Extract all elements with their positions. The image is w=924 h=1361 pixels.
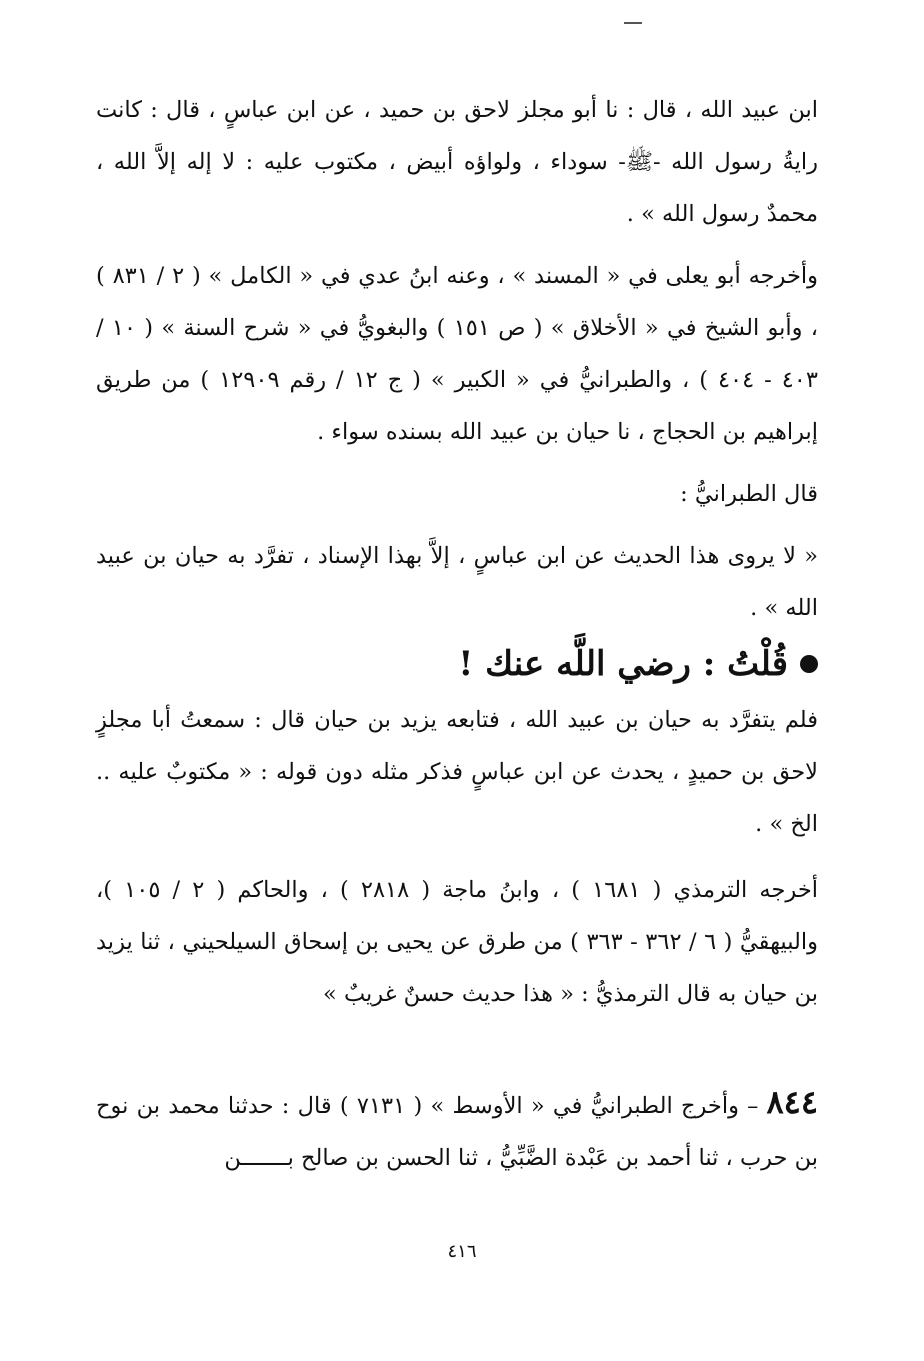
paragraph-takhrij-tirmidhi: أخرجه الترمذي ( ١٦٨١ ) ، وابنُ ماجة ( ٢٨١٨ ) ، والحاكم ( ٢ / ١٠٥ )، والبيهقيُّ ( ٦ / ٣٦٢ - ٣٦٣ ) من طرق عن يحيى بن إسحاق السيلحيني ، ثنا يزيد بن حيان به قال الترمذيُّ : « هذا حديث حسنٌ غريبٌ »: [96, 877, 818, 1007]
bullet-icon: [800, 655, 818, 673]
hadith-number: ٨٤٤: [766, 1083, 818, 1121]
paragraph-tabarani-quote: « لا يروى هذا الحديث عن ابن عباسٍ ، إلاَّ بهذا الإسناد ، تفرَّد به حيان بن عبيد الله » .: [96, 543, 818, 621]
hadith-entry: [96, 1076, 818, 1184]
heading-text: قُلْتُ : رضي اللَّه عنك !: [458, 644, 788, 684]
page-number: ٤١٦: [447, 1241, 477, 1262]
page-body: [96, 84, 818, 1314]
section-heading: [96, 634, 818, 694]
paragraph-mutabaa: فلم يتفرَّد به حيان بن عبيد الله ، فتابعه يزيد بن حيان قال : سمعتُ أبا مجلزٍ لاحق بن حميدٍ ، يحدث عن ابن عباسٍ فذكر مثله دون قوله : « مكتوبٌ عليه .. الخ » .: [96, 707, 818, 837]
paragraph-takhrij: وأخرجه أبو يعلى في « المسند » ، وعنه ابنُ عدي في « الكامل » ( ٢ / ٨٣١ ) ، وأبو الشيخ في « الأخلاق » ( ص ١٥١ ) والبغويُّ في « شرح السنة » ( ١٠ / ٤٠٣ - ٤٠٤ ) ، والطبرانيُّ في « الكبير » ( ج ١٢ / رقم ١٢٩٠٩ ) من طريق إبراهيم بن الحجاج ، نا حيان بن عبيد الله بسنده سواء .: [96, 263, 819, 445]
top-mark: [624, 22, 642, 24]
hadith-text: – وأخرج الطبرانيُّ في « الأوسط » ( ٧١٣١ ) قال : حدثنا محمد بن نوح بن حرب ، ثنا أحمد بن عَبْدة الضَّبِّيُّ ، ثنا الحسن بن صالح بـــــــن: [96, 1093, 818, 1171]
paragraph-hadith-text: ابن عبيد الله ، قال : نا أبو مجلز لاحق بن حميد ، عن ابن عباسٍ ، قال : كانت رايةُ رسول الله -ﷺ- سوداء ، ولواؤه أبيض ، مكتوب عليه : لا إله إلاَّ الله ، محمدٌ رسول الله » .: [96, 97, 818, 227]
paragraph-tabarani-intro: قال الطبرانيُّ :: [680, 481, 818, 507]
